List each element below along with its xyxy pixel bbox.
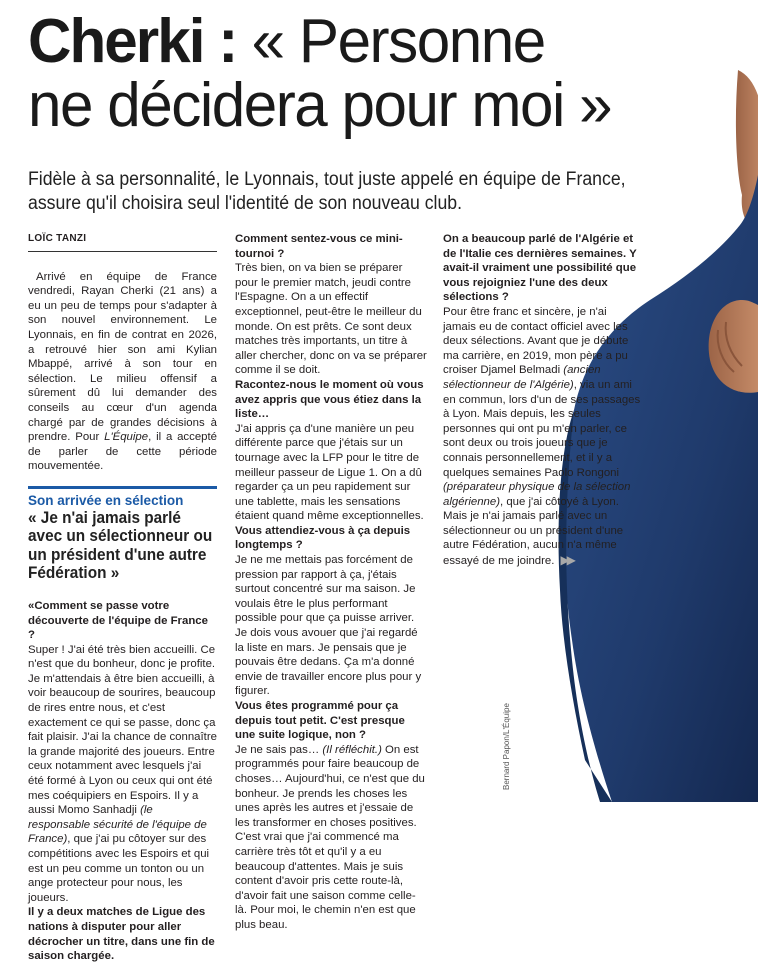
answer-5: Je ne me mettais pas forcément de pression par rapport à ça, j'étais surtout concentré sur ma saison. Je voulais être le plus performant possible pour que ça puisse arriver. Je dois vous avouer que j'ai regardé la liste en mars. Je pensais que je pouvais être dedans. Ça m'a donné envie de travailler encore plus pour y figurer.	[235, 554, 422, 698]
answer-6-aside: (Il réfléchit.)	[322, 743, 382, 756]
headline	[28, 7, 746, 140]
publication-name: L'Équipe	[104, 431, 149, 444]
intro-text-2: , il a accepté de parler de cette période mouvementée.	[28, 431, 217, 473]
answer-7-aside-2: (préparateur physique de la sélection algérienne)	[443, 481, 631, 508]
answer-7-text: Pour être franc et sincère, je n'ai jamais eu de contact officiel avec les deux sélections. Avant que je débute ma carrière, en 2019, mon père a pu croiser Djamel Belmadi	[443, 305, 629, 377]
continue-arrow-icon: ▶▶	[560, 553, 573, 568]
headline-quote-line2: ne décidera pour moi »	[28, 71, 612, 140]
standfirst-line2: assure qu'il choisira seul l'identité de son nouveau club.	[28, 193, 463, 214]
answer-1-text-end: , que j'ai pu côtoyer sur des compétitions avec les Espoirs et qui est un peu comme un tonton ou un ange protecteur pour nous, les joueurs.	[28, 833, 210, 904]
article-column-3	[443, 232, 641, 569]
question-7: On a beaucoup parlé de l'Algérie et de l'Italie ces dernières semaines. Y avait-il vraiment une possibilité que vous rejoigniez l'une des deux sélections ?	[443, 233, 637, 304]
question-6: Vous êtes programmé pour ça depuis tout petit. C'est presque une suite logique, non ?	[235, 700, 405, 742]
answer-6-text-end: On est programmés pour faire beaucoup de choses… Aujourd'hui, ce n'est que du bonheur. Je prends les choses les unes après les autres et j'essaie de les transformer en choses positives. C'est vrai que j'ai commencé ma carrière très tôt et qu'il y a eu beaucoup d'attentes. Mais je suis content d'avoir pris cette route-là, d'avoir fait une saison comme celle-là. Pour moi, le chemin n'en est que plus beau.	[235, 743, 425, 931]
byline: LOÏC TANZI	[28, 232, 217, 252]
article-column-2	[235, 232, 427, 933]
answer-6-text: Je ne sais pas…	[235, 743, 323, 756]
question-2: Il y a deux matches de Ligue des nations à disputer pour aller décrocher un titre, dans une fin de saison chargée.	[28, 906, 215, 963]
answer-6	[235, 743, 427, 933]
question-1: «Comment se passe votre découverte de l'équipe de France ?	[28, 599, 208, 642]
question-3: Comment sentez-vous ce mini-tournoi ?	[235, 233, 403, 260]
question-4: Racontez-nous le moment où vous avez appris que vous étiez dans la liste…	[235, 378, 424, 421]
intro-text-1: Arrivé en équipe de France vendredi, Rayan Cherki (21 ans) a eu un peu de temps pour s'adapter à son nouvel environnement. Le Lyonnais, en fin de contrat en 2026, a retrouvé hier son ami Kylian Mbappé, arrivé à son tour en sélection. Le milieu offensif a sûrement dû lui demander des conseils au cœur d'un agenda chargé par de grandes décisions à prendre. Pour	[28, 270, 217, 444]
standfirst-line1: Fidèle à sa personnalité, le Lyonnais, tout juste appelé en équipe de France,	[28, 169, 626, 190]
headline-quote-line1: « Personne	[251, 7, 545, 76]
answer-7-text-2: , via un ami en commun, lors d'un de ses passages à Lyon. Mais depuis, les seules personnes qui ont pu m'en parler, ce sont deux ou trois joueurs que je connais personnellement, et il y a quelques semaines Paolo Rongoni	[443, 378, 641, 479]
answer-1-text: Super ! J'ai été très bien accueilli. Ce n'est que du bonheur, donc je profite. Je m'attendais à être bien accueilli, à voir beaucoup de sourires, beaucoup de rires entre nous, et c'est exactement ce qui se passe, donc ça fait plaisir. J'ai la chance de connaître la grande majorité des joueurs. Entre ceux notamment avec lesquels j'ai été formé à Lyon ou ceux qui ont été mes coéquipiers en Espoirs. Il y a aussi Momo Sanhadji	[28, 643, 217, 817]
intro-paragraph	[28, 270, 217, 474]
section-quote: « Je n'ai jamais parlé avec un sélectionneur ou un président d'une autre Fédération »	[28, 508, 213, 583]
answer-1	[28, 643, 217, 906]
answer-7	[443, 305, 641, 569]
headline-name: Cherki :	[28, 7, 237, 76]
answer-3: Très bien, on va bien se préparer pour le premier match, jeudi contre l'Espagne. On a un effectif exceptionnel, peut-être le meilleur du monde. On est prêts. Ce sont deux matches très importants, un titre à aller chercher, donc on va se préparer comme il se doit.	[235, 262, 427, 377]
answer-7-text-3: , que j'ai côtoyé à Lyon. Mais je n'ai jamais parlé avec un sélectionneur ou un président d'une autre Fédération, aucun n'a même essayé de me joindre.	[443, 495, 624, 568]
answer-1-aside: (le responsable sécurité de l'équipe de France)	[28, 804, 207, 846]
section-kicker: Son arrivée en sélection	[28, 486, 217, 509]
question-5: Vous attendiez-vous à ça depuis longtemps ?	[235, 524, 411, 552]
photo-credit: Bernard Papon/L'Équipe	[502, 703, 511, 790]
article-column-1	[28, 232, 217, 964]
answer-7-aside-1: (ancien sélectionneur de l'Algérie)	[443, 364, 601, 391]
answer-4: J'ai appris ça d'une manière un peu différente parce que j'étais sur un tournage avec la LFP pour le titre de meilleur passeur de Ligue 1. On a dû regarder ça un peu rapidement sur une tablette, mais les sensations étaient quand même exceptionnelles.	[235, 422, 424, 523]
standfirst	[28, 168, 626, 216]
